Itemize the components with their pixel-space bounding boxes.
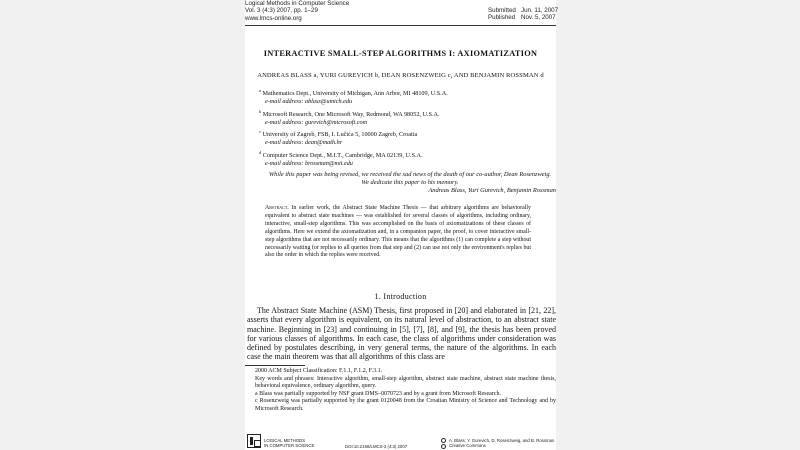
affiliation-d: $^d$ Computer Science Dept., M.I.T., Cambridge, MA 02139, U.S.A. e-mail address: brossman@mit.edu [259,150,423,167]
affiliation-a: $^a$ Mathematics Dept., University of Michigan, Ann Arbor, MI 48109, U.S.A. e-mail address: ablass@umich.edu [259,88,448,105]
footer-doi[interactable]: DOI:10.2168/LMCS-3 (4:3) 2007 [345,444,408,449]
paper-title: INTERACTIVE SMALL-STEP ALGORITHMS I: AXIOMATIZATION [263,49,538,58]
footnote-keywords: Key words and phrases: Interactive algorithm, small-step algorithm, abstract state machine, abstract state machine thesis, behavioral equivalence, ordinary algorithm, query. [255,375,556,390]
journal-url[interactable]: www.lmcs-online.org [245,14,302,22]
footer-rights [441,438,554,449]
published-date: Nov. 5, 2007 [521,14,556,22]
email-c[interactable]: e-mail address: dean@math.hr [265,138,343,146]
submitted-date: Jun. 11, 2007 [521,7,559,14]
lmcs-logo-icon [247,434,261,448]
footnote-acm: 2000 ACM Subject Classification: F.1.1, F.1.2, F.3.1. [255,368,383,374]
abstract-text: In earlier work, the Abstract State Machine Thesis — that arbitrary algorithms are behaviorally equivalent to abstract state machines — was established for several classes of algorithms, including ordinary, interactive, small-step algorithms. This was accomplished on the basis of axiomatizations of these classes of algorithms. Here we extend the axiomatization and, in a companion paper, the proof, to cover interactive small-step algorithms that are not necessarily ordinary. This means that the algorithms (1) can complete a step without necessarily waiting for replies to all queries from that step and (2) can use not only the environment's replies but also the order in which the replies were received. [265,205,531,259]
paper-page [245,0,559,450]
footnotes [245,368,556,414]
footer-license[interactable]: Creative Commons [449,443,486,449]
left-margin-background [0,0,245,450]
paper-authors: ANDREAS BLASS a, YURI GUREVICH b, DEAN ROSENZWEIG c, AND BENJAMIN ROSSMAN d [257,72,544,79]
journal-info [245,0,349,22]
abstract [265,205,531,260]
email-d[interactable]: e-mail address: brossman@mit.edu [265,159,353,167]
right-margin-background [556,0,800,450]
footer-logo-line1: LOGICAL METHODS [264,438,306,443]
affiliation-c: $^c$ University of Zagreb, FSB, I. Lučića 5, 10000 Zagreb, Croatia e-mail address: dean@math.hr [259,129,418,146]
dates-labels [488,7,516,22]
email-a[interactable]: e-mail address: ablass@umich.edu [265,97,353,105]
journal-volume: Vol. 3 (4:3) 2007, pp. 1–29 [245,7,318,15]
section-title: 1. Introduction [374,292,427,301]
header-rule [245,25,556,26]
footnote-rule [245,365,305,366]
email-b[interactable]: e-mail address: gurevich@microsoft.com [265,118,368,126]
footnote-blass: a Blass was partially supported by NSF grant DMS–0070723 and by a grant from Microsoft Research. [255,390,501,397]
footer-logo-text [264,438,314,449]
introduction-text: The Abstract State Machine (ASM) Thesis, first proposed in [20] and elaborated in [21, 22], asserts that every algorithm is equivalent, on its natural level of abstraction, to an abstract state machine. Beginning in [23] and continuing in [5], [7], [8], and [9], the thesis has been proved for various classes of algorithms. In each case, the class of algorithms under consideration was defined by postulates describing, in very general terms, the nature of the algorithms. In each case the main theorem was that all algorithms of this class are [247,306,556,362]
published-label: Published [488,14,516,22]
footer-logo-line2: IN COMPUTER SCIENCE [264,443,315,449]
affiliation-b: $^b$ Microsoft Research, One Microsoft Way, Redmond, WA 98052, U.S.A. e-mail address: gurevich@microsoft.com [259,109,440,126]
journal-name: Logical Methods in Computer Science [245,0,350,7]
footnote-rosenzweig: c Rosenzweig was partially supported by the grant 0120048 from the Croatian Ministry of Science and Technology and by Microsoft Research. [255,398,556,412]
abstract-label: Abstract. [265,205,289,211]
submitted-label: Submitted [488,7,516,14]
creative-commons-icon [441,444,446,449]
dates-values [521,7,558,22]
footer-copyright: A. Blass, Y. Gurevich, D. Rosenzweig, and B. Rossman [449,438,555,443]
dedication: While this paper was being revised, we received the sad news of the death of our co-author, Dean Rosenzweig. We dedicate this paper to his memory. [268,171,552,186]
dedication-signature: Andreas Blass, Yuri Gurevich, Benjamin Rossman [428,187,556,194]
